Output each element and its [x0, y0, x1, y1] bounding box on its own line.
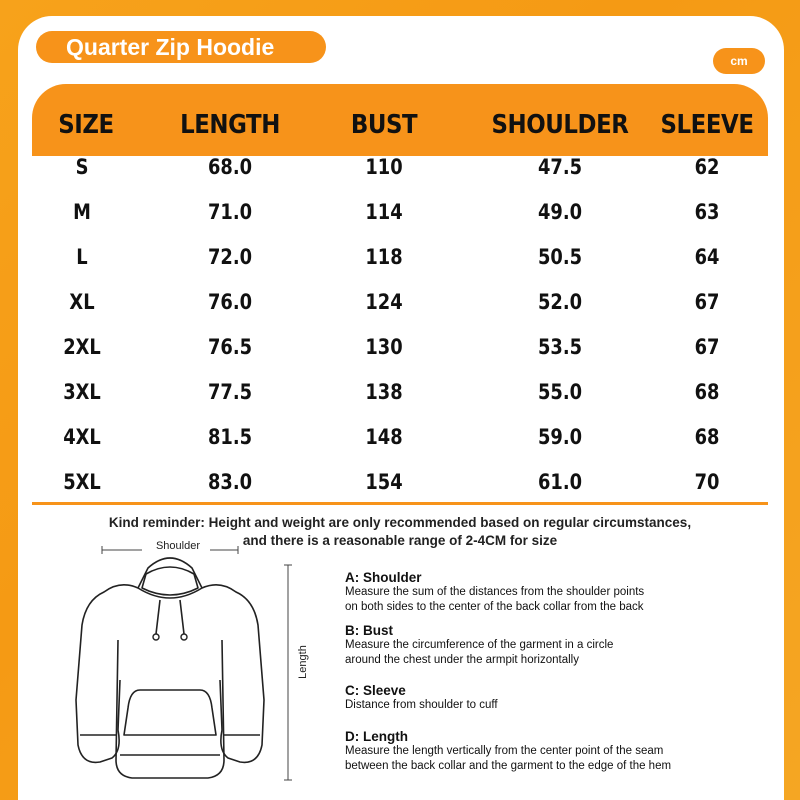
- cell-shoulder: 52.0: [537, 290, 583, 314]
- measure-bust: [345, 623, 613, 668]
- cell-bust: 118: [365, 245, 403, 269]
- cell-length: 77.5: [207, 380, 253, 404]
- cell-length: 72.0: [207, 245, 253, 269]
- hoodie-diagram: [60, 530, 330, 790]
- measure-bust-body-2: around the chest under the armpit horizontally: [345, 654, 579, 666]
- cell-length: 68.0: [207, 155, 253, 179]
- measure-sleeve-title: C: Sleeve: [345, 683, 406, 698]
- cell-bust: 114: [365, 200, 403, 224]
- cell-sleeve: 68: [694, 380, 720, 404]
- cell-size: 4XL: [63, 425, 101, 449]
- cell-length: 71.0: [207, 200, 253, 224]
- header-size: SIZE: [58, 110, 114, 140]
- measure-shoulder-title: A: Shoulder: [345, 570, 422, 585]
- cell-bust: 124: [365, 290, 403, 314]
- product-title: Quarter Zip Hoodie: [36, 31, 326, 63]
- cell-sleeve: 64: [694, 245, 720, 269]
- cell-shoulder: 59.0: [537, 425, 583, 449]
- cell-sleeve: 68: [694, 425, 720, 449]
- divider: [32, 502, 768, 505]
- length-label: Length: [297, 645, 309, 679]
- header-length: LENGTH: [180, 110, 280, 140]
- measure-sleeve-body-1: Distance from shoulder to cuff: [345, 699, 498, 711]
- cell-size: 5XL: [63, 470, 101, 494]
- cell-sleeve: 62: [694, 155, 720, 179]
- cell-shoulder: 47.5: [537, 155, 583, 179]
- cell-length: 76.0: [207, 290, 253, 314]
- header-bust: BUST: [350, 110, 418, 140]
- measure-length-title: D: Length: [345, 729, 408, 744]
- cell-shoulder: 53.5: [537, 335, 583, 359]
- cell-shoulder: 61.0: [537, 470, 583, 494]
- cell-size: 3XL: [63, 380, 101, 404]
- cell-size: L: [76, 245, 88, 269]
- cell-size: XL: [69, 290, 95, 314]
- shoulder-label: Shoulder: [155, 540, 201, 552]
- measure-length-body-2: between the back collar and the garment to the edge of the hem: [345, 760, 672, 772]
- cell-shoulder: 55.0: [537, 380, 583, 404]
- cell-size: M: [73, 200, 91, 224]
- measure-sleeve: [345, 683, 498, 713]
- cell-shoulder: 50.5: [537, 245, 583, 269]
- cell-sleeve: 63: [694, 200, 720, 224]
- cell-length: 83.0: [207, 470, 253, 494]
- measure-length-body-1: Measure the length vertically from the center point of the seam: [345, 745, 664, 757]
- cell-sleeve: 67: [694, 290, 720, 314]
- measure-bust-title: B: Bust: [345, 623, 393, 638]
- measure-bust-body-1: Measure the circumference of the garment in a circle: [345, 639, 614, 651]
- cell-bust: 130: [365, 335, 403, 359]
- measure-shoulder: [345, 570, 644, 615]
- cell-bust: 154: [365, 470, 403, 494]
- cell-size: S: [75, 155, 89, 179]
- unit-badge: cm: [713, 48, 765, 74]
- cell-sleeve: 67: [694, 335, 720, 359]
- cell-length: 76.5: [207, 335, 253, 359]
- header-sleeve: SLEEVE: [660, 110, 754, 140]
- cell-shoulder: 49.0: [537, 200, 583, 224]
- hoodie-outline-icon: [76, 558, 264, 778]
- header-shoulder: SHOULDER: [491, 110, 629, 140]
- cell-sleeve: 70: [694, 470, 720, 494]
- cell-bust: 138: [365, 380, 403, 404]
- measure-shoulder-body-1: Measure the sum of the distances from the shoulder points: [345, 586, 645, 598]
- cell-bust: 148: [365, 425, 403, 449]
- cell-length: 81.5: [207, 425, 253, 449]
- cell-bust: 110: [365, 155, 403, 179]
- measure-shoulder-body-2: on both sides to the center of the back collar from the back: [345, 601, 644, 613]
- cell-size: 2XL: [63, 335, 101, 359]
- reminder-line-1: Kind reminder: Height and weight are only recommended based on regular circumstances,: [108, 515, 692, 530]
- reminder-line-2: and there is a reasonable range of 2-4CM for size: [242, 533, 558, 548]
- measure-length: [345, 729, 671, 774]
